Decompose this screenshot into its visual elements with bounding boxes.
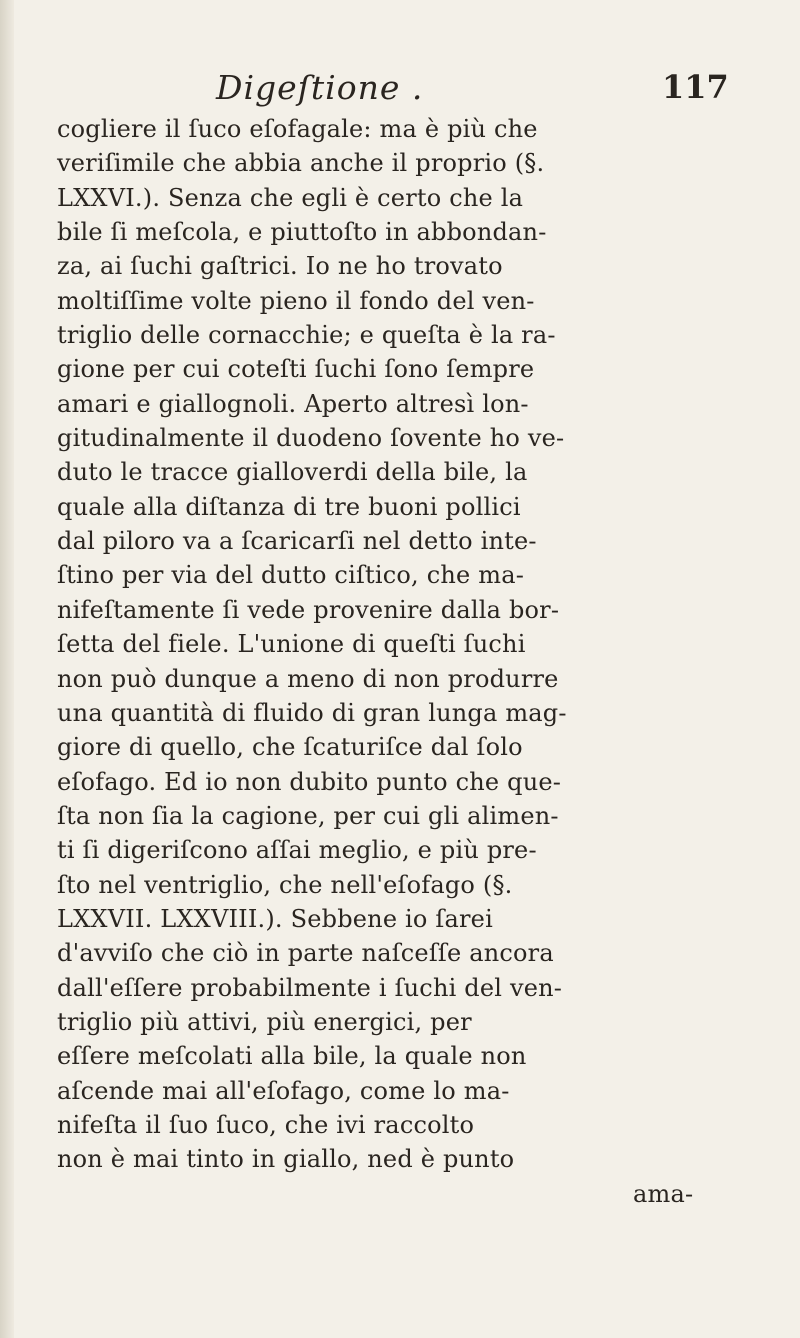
text-line: gione per cui coteſti ſuchi ſono ſempre bbox=[57, 355, 535, 384]
text-line: bile ſi meſcola, e piuttoſto in abbondan- bbox=[57, 218, 547, 247]
text-line: eſſere meſcolati alla bile, la quale non bbox=[57, 1042, 527, 1071]
page-header bbox=[216, 68, 736, 112]
text-line: nifeſtamente ſi vede provenire dalla bor- bbox=[57, 595, 560, 624]
text-line: una quantità di fluido di gran lunga mag- bbox=[57, 698, 567, 727]
text-line: za, ai ſuchi gaſtrici. Io ne ho trovato bbox=[57, 252, 503, 281]
text-line: quale alla diſtanza di tre buoni pollici bbox=[57, 492, 521, 521]
text-line: non può dunque a meno di non produrre bbox=[57, 664, 559, 693]
text-line: non è mai tinto in giallo, ned è punto bbox=[57, 1145, 515, 1174]
text-line: moltiſſime volte pieno il fondo del ven- bbox=[57, 286, 535, 315]
text-line: ſto nel ventriglio, che nell'eſofago (§. bbox=[57, 870, 513, 899]
text-line: cogliere il ſuco eſofagale: ma è più che bbox=[57, 115, 538, 143]
text-line: LXXVII. LXXVIII.). Sebbene io ſarei bbox=[57, 904, 493, 933]
text-line: ti ſi digeriſcono aſſai meglio, e più pre- bbox=[57, 836, 537, 865]
page-number: 117 bbox=[662, 68, 729, 106]
text-line: ſtino per via del dutto ciſtico, che ma- bbox=[57, 561, 525, 590]
running-title: Digeſtione . bbox=[216, 68, 424, 107]
body-text bbox=[57, 112, 757, 1211]
text-line: gitudinalmente il duodeno ſovente ho ve- bbox=[57, 424, 565, 453]
text-line: eſofago. Ed io non dubito punto che que- bbox=[57, 767, 562, 796]
text-line: d'avviſo che ciò in parte naſceſſe ancora bbox=[57, 939, 554, 968]
text-line: ſetta del fiele. L'unione di queſti ſuchi bbox=[57, 630, 526, 659]
text-line: duto le tracce gialloverdi della bile, la bbox=[57, 458, 528, 487]
text-line: amari e giallognoli. Aperto altresì lon- bbox=[57, 389, 529, 418]
text-line: triglio più attivi, più energici, per bbox=[57, 1007, 472, 1036]
text-line: dall'eſſere probabilmente i ſuchi del ven- bbox=[57, 973, 563, 1002]
text-line: dal piloro va a ſcaricarſi nel detto inte- bbox=[57, 527, 537, 556]
text-line: aſcende mai all'eſofago, come lo ma- bbox=[57, 1076, 510, 1105]
text-line: LXXVI.). Senza che egli è certo che la bbox=[57, 183, 524, 212]
text-line: triglio delle cornacchie; e queſta è la ra- bbox=[57, 321, 556, 350]
text-line: nifeſta il ſuo ſuco, che ivi raccolto bbox=[57, 1110, 475, 1139]
text-line: veriſimile che abbia anche il proprio (§. bbox=[57, 149, 545, 178]
page-edge-shadow bbox=[0, 0, 14, 1338]
text-line: ſta non ſia la cagione, per cui gli alimen- bbox=[57, 801, 559, 830]
catchword: ama- bbox=[633, 1179, 694, 1208]
text-line: giore di quello, che ſcaturiſce dal ſolo bbox=[57, 733, 523, 762]
